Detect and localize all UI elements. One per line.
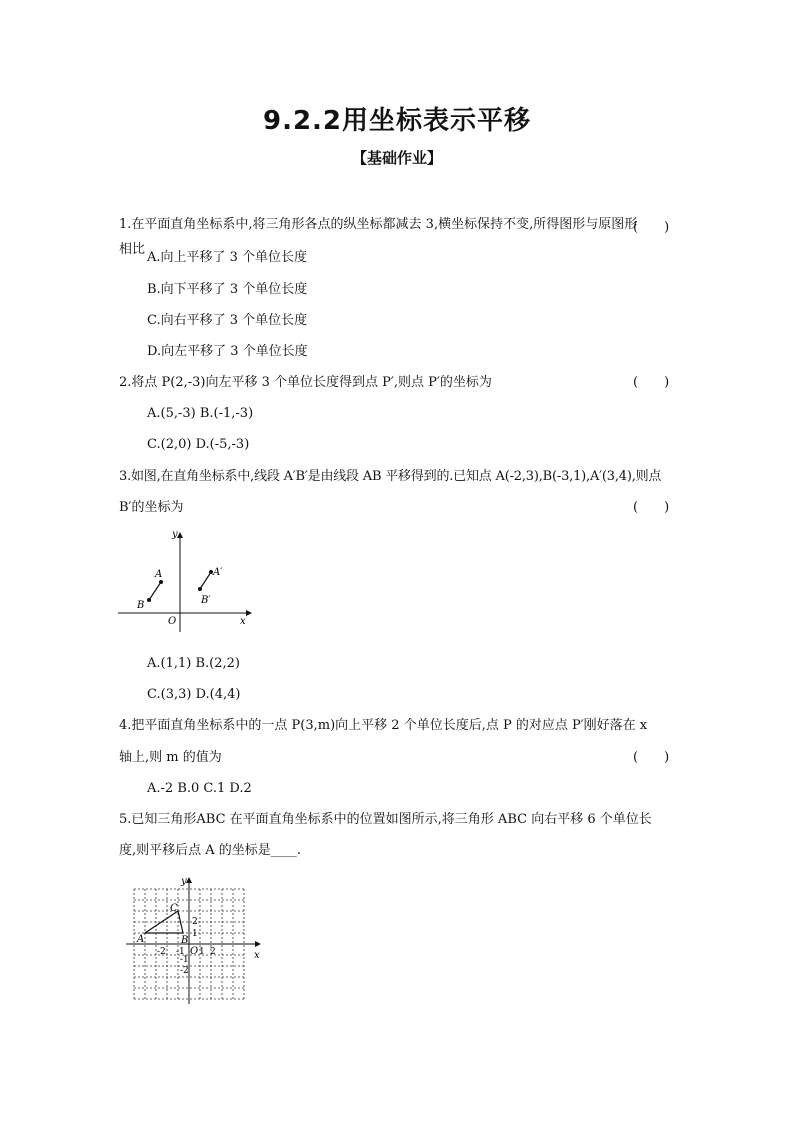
q3-label-b: B — [137, 600, 145, 611]
q3-options-row1: A.(1,1) B.(2,2) — [147, 656, 240, 671]
q3-stem-line1: 3.如图,在直角坐标系中,线段 A′B′是由线段 AB 平移得到的.已知点 A(-2,3),B(-3,1),A′(3,4),则点 — [119, 469, 662, 484]
q5-tick-y-neg1: -1 — [180, 955, 189, 965]
q5-x-arrow — [255, 941, 261, 947]
q5-x-label: x — [254, 950, 260, 961]
q5-tick-x-neg2: -2 — [157, 947, 166, 957]
q5-tick-y-2: 2 — [192, 917, 198, 927]
q3-point-a — [159, 580, 163, 584]
q3-coordinate-figure — [118, 528, 260, 632]
q3-y-arrow — [177, 532, 183, 538]
q5-tick-x-neg1: -1 — [176, 947, 185, 957]
q1-option-c: C.向右平移了 3 个单位长度 — [147, 313, 308, 328]
q5-tick-y-1: 1 — [192, 929, 198, 939]
q4-answer-paren: ( ) — [633, 750, 670, 765]
q5-label-a: A — [137, 934, 145, 945]
page-title: 9.2.2用坐标表示平移 — [262, 106, 532, 136]
q5-stem-line1: 5.已知三角形ABC 在平面直角坐标系中的位置如图所示,将三角形 ABC 向右平移 6 个单位长 — [119, 812, 652, 827]
q3-origin-label: O — [168, 616, 177, 627]
q1-answer-paren: ( ) — [633, 220, 670, 235]
q2-stem-line1: 2.将点 P(2,-3)向左平移 3 个单位长度得到点 P′,则点 P′的坐标为 — [119, 375, 492, 390]
q5-tick-x-1: 1 — [199, 947, 205, 957]
q5-grid-figure — [124, 872, 266, 1006]
q3-point-b — [147, 598, 151, 602]
q1-option-d: D.向左平移了 3 个单位长度 — [147, 344, 308, 359]
q3-stem-line2: B′的坐标为 — [119, 500, 184, 515]
q5-tick-x-2: 2 — [210, 947, 216, 957]
q3-label-a-prime: A′ — [213, 567, 223, 578]
section-heading: 【基础作业】 — [351, 149, 442, 167]
q3-point-b-prime — [198, 587, 202, 591]
q1-option-a: A.向上平移了 3 个单位长度 — [147, 250, 308, 265]
q4-stem-line2: 轴上,则 m 的值为 — [119, 750, 222, 765]
q3-options-row2: C.(3,3) D.(4,4) — [147, 687, 241, 702]
q5-tick-y-neg2: -2 — [180, 966, 189, 976]
q3-segment-ab — [149, 582, 161, 600]
q5-y-label: y — [181, 876, 187, 887]
q4-stem-line1: 4.把平面直角坐标系中的一点 P(3,m)向上平移 2 个单位长度后,点 P 的对应点 P′刚好落在 x — [119, 718, 648, 733]
q2-answer-paren: ( ) — [633, 375, 670, 390]
q3-x-arrow — [246, 610, 252, 616]
q5-stem-line2: 度,则平移后点 A 的坐标是____. — [119, 843, 301, 858]
q3-x-label: x — [240, 616, 246, 627]
q5-origin-label: O — [190, 946, 199, 957]
q2-options-row2: C.(2,0) D.(-5,-3) — [147, 437, 250, 452]
q3-answer-paren: ( ) — [633, 500, 670, 515]
q3-label-a: A — [155, 569, 163, 580]
q5-label-c: C — [170, 903, 178, 914]
q1-stem-line2: 相比 — [119, 242, 146, 257]
q5-label-b: B — [181, 935, 189, 946]
q3-y-label: y — [172, 529, 178, 540]
q3-label-b-prime: B′ — [201, 595, 211, 606]
q1-stem-line1: 1.在平面直角坐标系中,将三角形各点的纵坐标都减去 3,横坐标保持不变,所得图形与原图形 — [119, 217, 638, 232]
q2-options-row1: A.(5,-3) B.(-1,-3) — [147, 406, 254, 421]
q1-option-b: B.向下平移了 3 个单位长度 — [147, 282, 308, 297]
q3-segment-a1b1 — [200, 572, 211, 589]
q5-y-arrow — [186, 877, 192, 883]
q4-options: A.-2 B.0 C.1 D.2 — [147, 781, 252, 796]
